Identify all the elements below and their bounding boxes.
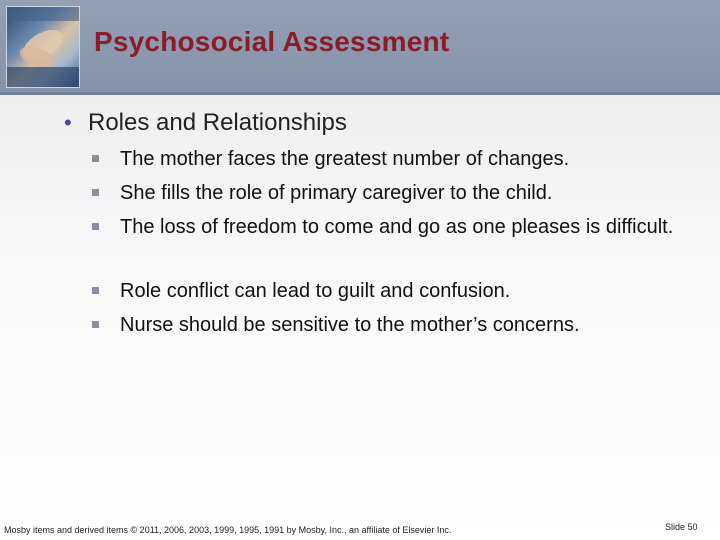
- hands-image-icon: [7, 7, 79, 87]
- square-bullet-icon: [92, 321, 99, 328]
- square-bullet-icon: [92, 223, 99, 230]
- slide-number: Slide 50: [665, 522, 698, 532]
- header-divider: [0, 92, 720, 95]
- sub-bullet-text: The mother faces the greatest number of changes.: [120, 148, 570, 170]
- square-bullet-icon: [92, 287, 99, 294]
- slide-title: Psychosocial Assessment: [94, 26, 450, 57]
- square-bullet-icon: [92, 189, 99, 196]
- main-bullet-text: Roles and Relationships: [88, 109, 347, 136]
- bullet-dot-icon: •: [64, 110, 72, 135]
- sub-bullet-text: Role conflict can lead to guilt and confusion.: [120, 280, 511, 302]
- header-band: [0, 0, 720, 92]
- copyright-footer: Mosby items and derived items © 2011, 2006, 2003, 1999, 1995, 1991 by Mosby, Inc., an affiliate of Elsevier Inc.: [4, 525, 452, 535]
- sub-bullet-text: Nurse should be sensitive to the mother’s concerns.: [120, 314, 580, 336]
- caregiver-hands-photo: [6, 6, 80, 88]
- sub-bullet-text: She fills the role of primary caregiver to the child.: [120, 182, 553, 204]
- sub-bullet-text: The loss of freedom to come and go as one pleases is difficult.: [120, 216, 674, 238]
- square-bullet-icon: [92, 155, 99, 162]
